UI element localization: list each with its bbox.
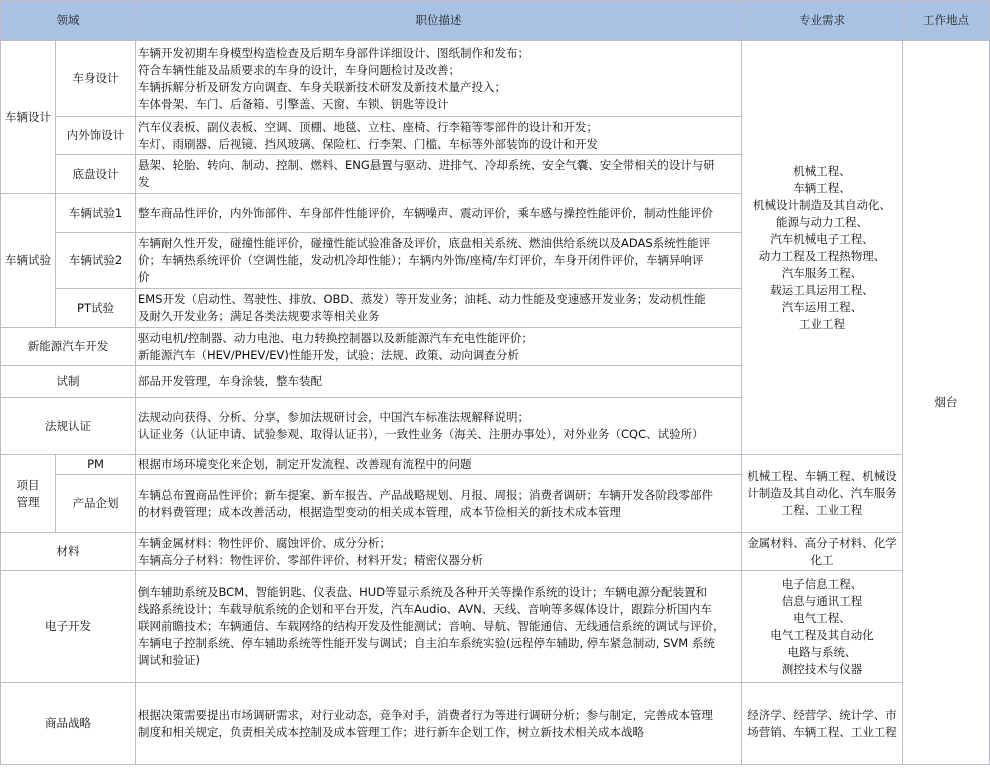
desc-materials: 车辆金属材料：物性评价、腐蚀评价、成分分析； 车辆高分子材料：物性评价、零部件评价、材料开发；精密仪器分析 bbox=[136, 533, 742, 571]
table-row bbox=[1, 533, 990, 571]
desc-body-design: 车辆开发初期车身模型构造检查及后期车身部件详细设计、图纸制作和发布； 符合车辆性能及品质要求的车身的设计，车身问题检讨及改善； 车辆拆解分析及研发方向调查、车身关联新技术研发及新技术量产投入； 车体骨架、车门、后备箱、引擎盖、天窗、车锁、钥匙等设计 bbox=[136, 41, 742, 117]
desc-product-strategy: 根据决策需要提出市场调研需求，对行业动态，竞争对手，消费者行为等进行调研分析；参与制定，完善成本管理 制度和相关规定，负责相关成本控制及成本管理工作；进行新车企划工作，树立新技术相关成本战略 bbox=[136, 683, 742, 765]
subdomain-pt-test: PT试验 bbox=[56, 289, 136, 328]
domain-nev: 新能源汽车开发 bbox=[1, 328, 136, 366]
group-vehicle-testing: 车辆试验 bbox=[1, 194, 56, 328]
desc-pt-test: EMS开发（启动性、驾驶性、排放、OBD、蒸发）等开发业务；油耗、动力性能及变速感开发业务；发动机性能 及耐久开发业务；满足各类法规要求等相关业务 bbox=[136, 289, 742, 328]
desc-pm: 根据市场环境变化来企划，制定开发流程、改善现有流程中的问题 bbox=[136, 455, 742, 475]
header-domain: 领域 bbox=[1, 1, 136, 41]
header-description: 职位描述 bbox=[136, 1, 742, 41]
subdomain-pm: PM bbox=[56, 455, 136, 475]
major-project: 机械工程、车辆工程、机械设 计制造及其自动化、汽车服务 工程、工业工程 bbox=[742, 455, 903, 533]
table-row bbox=[1, 571, 990, 683]
table-row bbox=[1, 41, 990, 117]
header-location: 工作地点 bbox=[903, 1, 990, 41]
table-header-row bbox=[1, 1, 990, 41]
desc-electronics: 倒车辅助系统及BCM、智能钥匙、仪表盘、HUD等显示系统及各种开关等操作系统的设计；车辆电源分配装置和 线路系统设计；车载导航系统的企划和平台开发，汽车Audio、AVN、天线、音响等多媒体设计，跟踪分析国内车 联网前瞻技术；车辆通信、车载网络的结构开发及性能测试；音响、导航、智能通信、无线通信系统的调试与评价， 车辆电子控制系统、停车辅助系统等性能开发与调试；自主泊车系统实验(远程停车辅助, 停车紧急制动, SVM 系统 调试和验证) bbox=[136, 571, 742, 683]
major-materials: 金属材料、高分子材料、化学 化工 bbox=[742, 533, 903, 571]
desc-test1: 整车商品性评价，内外饰部件、车身部件性能评价，车辆噪声、震动评价，乘车感与操控性能评价，制动性能评价 bbox=[136, 194, 742, 233]
location-yantai: 烟台 bbox=[903, 41, 990, 765]
subdomain-interior-design: 内外饰设计 bbox=[56, 117, 136, 155]
group-project-management: 项目 管理 bbox=[1, 455, 56, 533]
table-row bbox=[1, 683, 990, 765]
group-vehicle-design: 车辆设计 bbox=[1, 41, 56, 194]
desc-product-planning: 车辆总布置商品性评价；新车提案、新车报告、产品战略规划、月报、周报；消费者调研；车辆开发各阶段零部件 的材料费管理；成本改善活动，根据造型变动的相关成本管理，成本节俭相关的新技术成本管理 bbox=[136, 475, 742, 533]
header-major: 专业需求 bbox=[742, 1, 903, 41]
desc-regulation: 法规动向获得、分析、分享，参加法规研讨会，中国汽车标准法规解释说明； 认证业务（认证申请、试验参观、取得认证书），一致性业务（海关、注册办事处），对外业务（CQC、试验所） bbox=[136, 398, 742, 455]
desc-test2: 车辆耐久性开发，碰撞性能评价，碰撞性能试验准备及评价，底盘相关系统、燃油供给系统以及ADAS系统性能评 价；车辆热系统评价（空调性能，发动机冷却性能）；车辆内外饰/座椅/车灯评价，车身开闭件评价，车辆异响评 价 bbox=[136, 233, 742, 289]
major-product-strategy: 经济学、经营学、统计学、市 场营销、车辆工程、工业工程 bbox=[742, 683, 903, 765]
desc-interior-design: 汽车仪表板、副仪表板、空调、顶棚、地毯、立柱、座椅、行李箱等零部件的设计和开发； 车灯、雨刷器、后视镜、挡风玻璃、保险杠、行李架、门槛、车标等外部装饰的设计和开发 bbox=[136, 117, 742, 155]
subdomain-chassis-design: 底盘设计 bbox=[56, 155, 136, 194]
subdomain-test2: 车辆试验2 bbox=[56, 233, 136, 289]
subdomain-body-design: 车身设计 bbox=[56, 41, 136, 117]
subdomain-test1: 车辆试验1 bbox=[56, 194, 136, 233]
table-row bbox=[1, 455, 990, 475]
domain-materials: 材料 bbox=[1, 533, 136, 571]
domain-electronics: 电子开发 bbox=[1, 571, 136, 683]
domain-product-strategy: 商品战略 bbox=[1, 683, 136, 765]
major-shared: 机械工程、 车辆工程、 机械设计制造及其自动化、 能源与动力工程、 汽车机械电子工程、 动力工程及工程热物理、 汽车服务工程、 载运工具运用工程、 汽车运用工程、 工业工程 bbox=[742, 41, 903, 455]
subdomain-product-planning: 产品企划 bbox=[56, 475, 136, 533]
domain-prototype: 试制 bbox=[1, 366, 136, 398]
desc-nev: 驱动电机/控制器、动力电池、电力转换控制器以及新能源汽车充电性能评价； 新能源汽车（HEV/PHEV/EV)性能开发，试验；法规、政策、动向调查分析 bbox=[136, 328, 742, 366]
desc-prototype: 部品开发管理，车身涂装，整车装配 bbox=[136, 366, 742, 398]
major-electronics: 电子信息工程、 信息与通讯工程 电气工程、 电气工程及其自动化 电路与系统、 测控技术与仪器 bbox=[742, 571, 903, 683]
domain-regulation: 法规认证 bbox=[1, 398, 136, 455]
desc-chassis-design: 悬架、轮胎、转向、制动、控制、燃料、ENG悬置与驱动、进排气、冷却系统、安全气囊、安全带相关的设计与研 发 bbox=[136, 155, 742, 194]
